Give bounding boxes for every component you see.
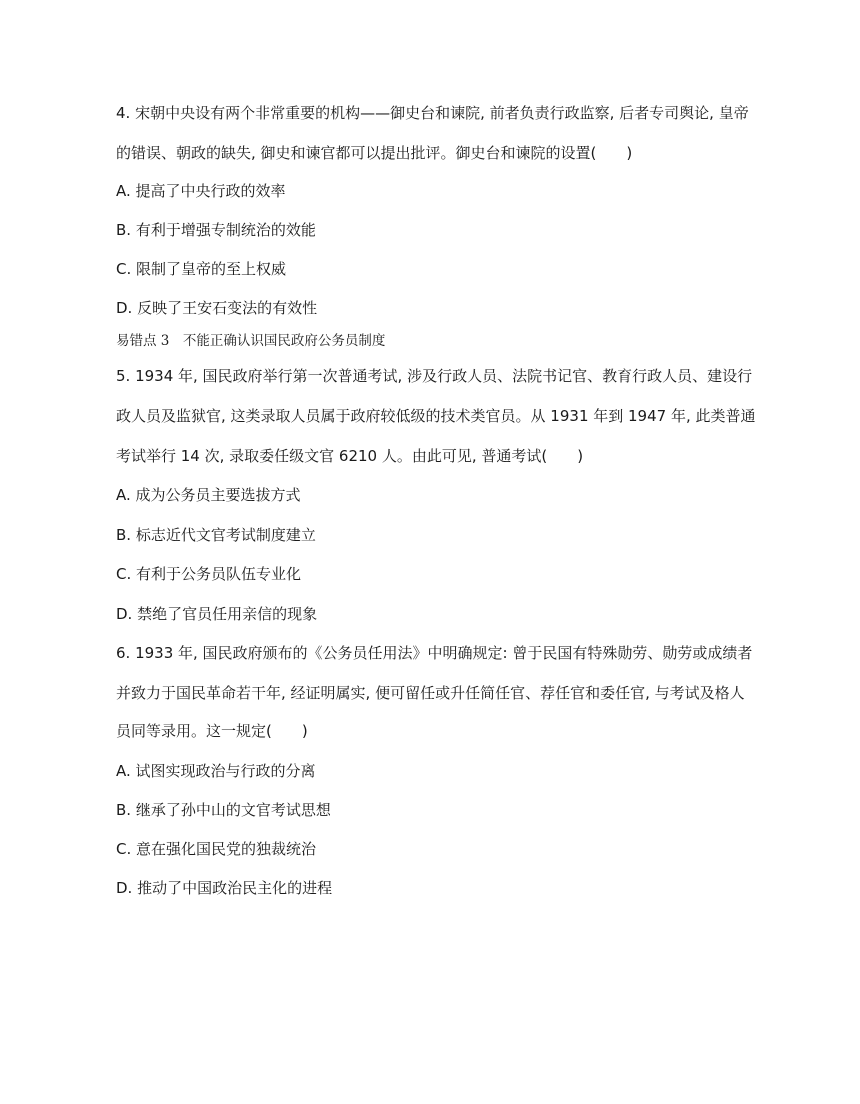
question-5-option-d: D. 禁绝了官员任用亲信的现象 (116, 605, 318, 623)
question-5-stem-line-2: 政人员及监狱官, 这类录取人员属于政府较低级的技术类官员。从 1931 年到 1947 年, 此类普通 (116, 407, 756, 425)
question-6-option-a: A. 试图实现政治与行政的分离 (116, 762, 316, 780)
question-4-option-d: D. 反映了王安石变法的有效性 (116, 299, 318, 317)
section-heading: 易错点 3 不能正确认识国民政府公务员制度 (116, 333, 386, 349)
question-5-option-b: B. 标志近代文官考试制度建立 (116, 526, 316, 544)
question-4-stem-line-1: 4. 宋朝中央设有两个非常重要的机构——御史台和谏院, 前者负责行政监察, 后者专司舆论, 皇帝 (116, 104, 749, 122)
question-6-option-b: B. 继承了孙中山的文官考试思想 (116, 801, 331, 819)
question-5-option-c: C. 有利于公务员队伍专业化 (116, 565, 302, 583)
question-4-option-a: A. 提高了中央行政的效率 (116, 182, 286, 200)
question-5-stem-line-3: 考试举行 14 次, 录取委任级文官 6210 人。由此可见, 普通考试( ) (116, 447, 584, 465)
question-6-option-d: D. 推动了中国政治民主化的进程 (116, 879, 333, 897)
question-6-option-c: C. 意在强化国民党的独裁统治 (116, 840, 317, 858)
question-4-option-c: C. 限制了皇帝的至上权威 (116, 260, 287, 278)
question-4-stem-line-2: 的错误、朝政的缺失, 御史和谏官都可以提出批评。御史台和谏院的设置( ) (116, 144, 633, 162)
question-4-option-b: B. 有利于增强专制统治的效能 (116, 221, 316, 239)
question-6-stem-line-3: 员同等录用。这一规定( ) (116, 722, 308, 740)
question-5-stem-line-1: 5. 1934 年, 国民政府举行第一次普通考试, 涉及行政人员、法院书记官、教育行政人员、建设行 (116, 367, 753, 385)
question-5-option-a: A. 成为公务员主要选拔方式 (116, 486, 301, 504)
question-6-stem-line-2: 并致力于国民革命若干年, 经证明属实, 便可留任或升任简任官、荐任官和委任官, 与考试及格人 (116, 684, 745, 702)
question-6-stem-line-1: 6. 1933 年, 国民政府颁布的《公务员任用法》中明确规定: 曾于民国有特殊勋劳、勋劳或成绩者 (116, 644, 753, 662)
